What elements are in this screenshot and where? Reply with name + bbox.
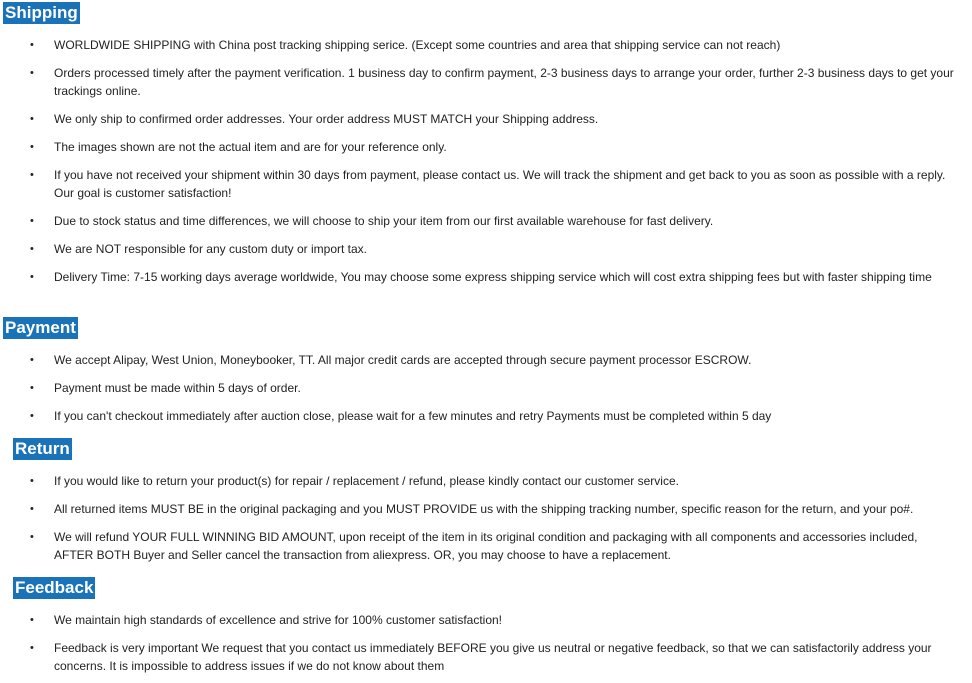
bullet-icon: • [30,410,34,422]
bullet-icon: • [30,271,34,283]
bullet-icon: • [30,531,34,543]
bullet-icon: • [30,243,34,255]
payment-item-text: Payment must be made within 5 days of order. [54,381,301,395]
bullet-icon: • [30,67,34,79]
return-item-text: If you would like to return your product(s) for repair / replacement / refund, please kindly contact our customer service. [54,474,679,488]
return-item-text: We will refund YOUR FULL WINNING BID AMOUNT, upon receipt of the item in its original condition and packaging with all components and accessories included, AFTER BOTH Buyer and Seller cancel the transaction from aliexpress. OR, you may choose to have a replacement. [54,530,918,562]
shipping-item-text: WORLDWIDE SHIPPING with China post tracking shipping serice. (Except some countries and area that shipping service can not reach) [54,38,781,52]
bullet-icon: • [30,113,34,125]
feedback-item-text: We maintain high standards of excellence and strive for 100% customer satisfaction! [54,613,503,627]
bullet-icon: • [30,39,34,51]
shipping-item-text: Delivery Time: 7-15 working days average worldwide, You may choose some express shipping service which will cost extra shipping fees but with faster shipping time [54,270,932,284]
bullet-icon: • [30,354,34,366]
shipping-item-text: We only ship to confirmed order addresses. Your order address MUST MATCH your Shipping address. [54,112,599,126]
shipping-item-text: We are NOT responsible for any custom duty or import tax. [54,242,368,256]
shipping-item-text: The images shown are not the actual item and are for your reference only. [54,140,447,154]
shipping-item-text: Due to stock status and time differences, we will choose to ship your item from our first available warehouse for fast delivery. [54,214,714,228]
bullet-icon: • [30,475,34,487]
bullet-icon: • [30,614,34,626]
bullet-icon: • [30,503,34,515]
bullet-icon: • [30,141,34,153]
bullet-icon: • [30,642,34,654]
bullet-icon: • [30,382,34,394]
shipping-heading: Shipping [5,3,78,22]
return-item-text: All returned items MUST BE in the original packaging and you MUST PROVIDE us with the shipping tracking number, specific reason for the return, and your po#. [54,502,914,516]
shipping-item-text: Orders processed timely after the payment verification. 1 business day to confirm payment, 2-3 business days to arrange your order, further 2-3 business days to get your trackings online. [54,66,954,98]
payment-item-text: If you can't checkout immediately after auction close, please wait for a few minutes and retry Payments must be completed within 5 day [54,409,772,423]
feedback-item-text: Feedback is very important We request that you contact us immediately BEFORE you give us neutral or negative feedback, so that we can satisfactorily address your concerns. It is impossible to address issues if we do not know about them [54,641,932,673]
payment-item-text: We accept Alipay, West Union, Moneybooker, TT. All major credit cards are accepted through secure payment processor ESCROW. [54,353,752,367]
bullet-icon: • [30,169,34,181]
payment-heading: Payment [5,318,76,337]
bullet-icon: • [30,215,34,227]
feedback-heading: Feedback [15,578,94,597]
shipping-item-text: If you have not received your shipment within 30 days from payment, please contact us. We will track the shipment and get back to you as soon as possible with a reply. Our goal is customer satisfaction! [54,168,946,200]
return-heading: Return [15,439,70,458]
